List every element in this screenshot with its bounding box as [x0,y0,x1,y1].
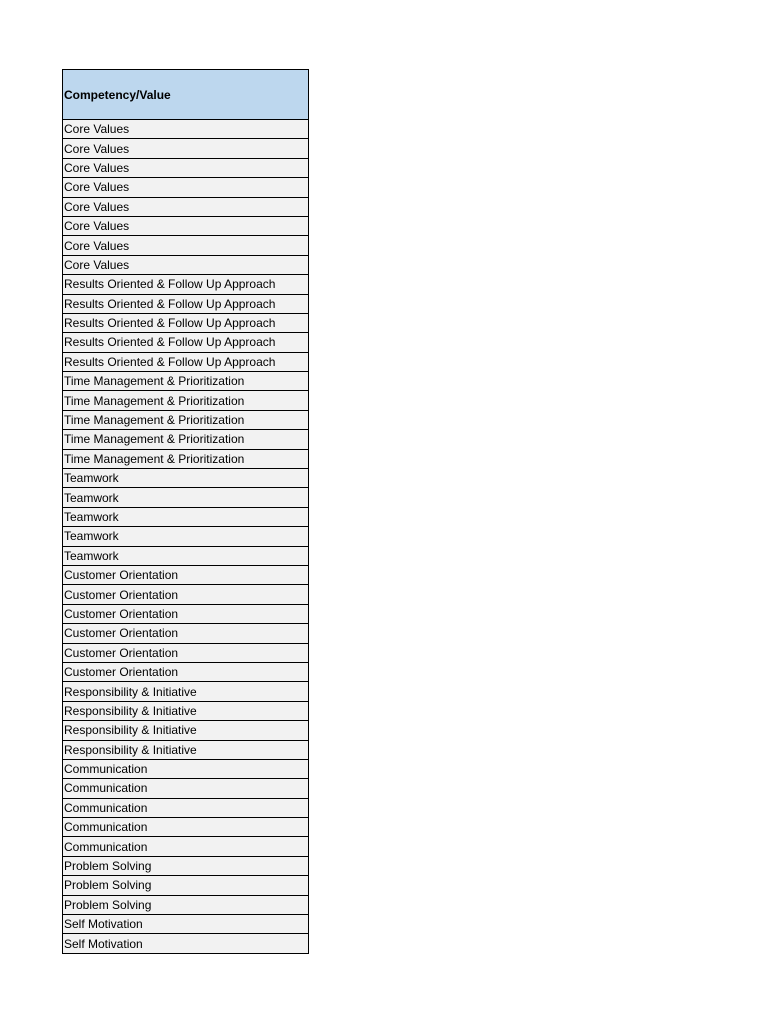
table-row [63,624,309,643]
table-cell-competency[interactable]: Core Values [63,255,309,274]
table-row [63,507,309,526]
table-cell-competency[interactable]: Time Management & Prioritization [63,372,309,391]
table-row [63,178,309,197]
table-cell-competency[interactable]: Core Values [63,120,309,139]
table-cell-competency[interactable]: Communication [63,798,309,817]
table-row [63,294,309,313]
header-row [63,70,309,120]
table-cell-competency[interactable]: Self Motivation [63,934,309,953]
table-row [63,216,309,235]
table-row [63,915,309,934]
table-row [63,798,309,817]
table-row [63,701,309,720]
table-row [63,275,309,294]
table-cell-competency[interactable]: Core Values [63,216,309,235]
table-cell-competency[interactable]: Responsibility & Initiative [63,701,309,720]
table-cell-competency[interactable]: Customer Orientation [63,643,309,662]
table-cell-competency[interactable]: Self Motivation [63,915,309,934]
table-cell-competency[interactable]: Teamwork [63,527,309,546]
table-cell-competency[interactable]: Problem Solving [63,856,309,875]
table-row [63,236,309,255]
table-row [63,333,309,352]
table-cell-competency[interactable]: Communication [63,818,309,837]
table-row [63,372,309,391]
table-row [63,488,309,507]
table-cell-competency[interactable]: Core Values [63,197,309,216]
table-cell-competency[interactable]: Customer Orientation [63,585,309,604]
table-cell-competency[interactable]: Problem Solving [63,895,309,914]
table-row [63,527,309,546]
table-cell-competency[interactable]: Responsibility & Initiative [63,740,309,759]
table-cell-competency[interactable]: Problem Solving [63,876,309,895]
column-header-competency[interactable]: Competency/Value [63,70,309,120]
table-cell-competency[interactable]: Core Values [63,139,309,158]
table-cell-competency[interactable]: Communication [63,759,309,778]
table-row [63,158,309,177]
table-row [63,197,309,216]
table-row [63,565,309,584]
table-cell-competency[interactable]: Core Values [63,236,309,255]
table-cell-competency[interactable]: Teamwork [63,469,309,488]
table-cell-competency[interactable]: Time Management & Prioritization [63,391,309,410]
table-row [63,120,309,139]
table-row [63,585,309,604]
table-header [63,70,309,120]
table-row [63,662,309,681]
table-row [63,139,309,158]
table-cell-competency[interactable]: Customer Orientation [63,604,309,623]
table-cell-competency[interactable]: Core Values [63,178,309,197]
table-cell-competency[interactable]: Core Values [63,158,309,177]
table-row [63,410,309,429]
table-cell-competency[interactable]: Customer Orientation [63,662,309,681]
table-cell-competency[interactable]: Communication [63,779,309,798]
table-row [63,759,309,778]
table-cell-competency[interactable]: Teamwork [63,488,309,507]
table-row [63,430,309,449]
table-row [63,643,309,662]
table-cell-competency[interactable]: Results Oriented & Follow Up Approach [63,333,309,352]
table-cell-competency[interactable]: Teamwork [63,546,309,565]
table-row [63,546,309,565]
table-row [63,604,309,623]
table-cell-competency[interactable]: Customer Orientation [63,624,309,643]
table-row [63,721,309,740]
competency-table [62,69,309,954]
table-cell-competency[interactable]: Results Oriented & Follow Up Approach [63,313,309,332]
table-cell-competency[interactable]: Time Management & Prioritization [63,430,309,449]
table-row [63,856,309,875]
table-row [63,895,309,914]
table-row [63,837,309,856]
table-row [63,779,309,798]
table-row [63,469,309,488]
table-cell-competency[interactable]: Responsibility & Initiative [63,721,309,740]
table-cell-competency[interactable]: Communication [63,837,309,856]
table-cell-competency[interactable]: Responsibility & Initiative [63,682,309,701]
table-row [63,313,309,332]
table-cell-competency[interactable]: Time Management & Prioritization [63,449,309,468]
table-row [63,818,309,837]
table-cell-competency[interactable]: Time Management & Prioritization [63,410,309,429]
table-row [63,682,309,701]
table-cell-competency[interactable]: Results Oriented & Follow Up Approach [63,294,309,313]
table-row [63,740,309,759]
table-row [63,352,309,371]
table-cell-competency[interactable]: Results Oriented & Follow Up Approach [63,352,309,371]
table-row [63,934,309,953]
table-cell-competency[interactable]: Teamwork [63,507,309,526]
table-row [63,876,309,895]
table-body [63,120,309,954]
table-cell-competency[interactable]: Customer Orientation [63,565,309,584]
table-cell-competency[interactable]: Results Oriented & Follow Up Approach [63,275,309,294]
table-row [63,391,309,410]
table-row [63,449,309,468]
table-row [63,255,309,274]
